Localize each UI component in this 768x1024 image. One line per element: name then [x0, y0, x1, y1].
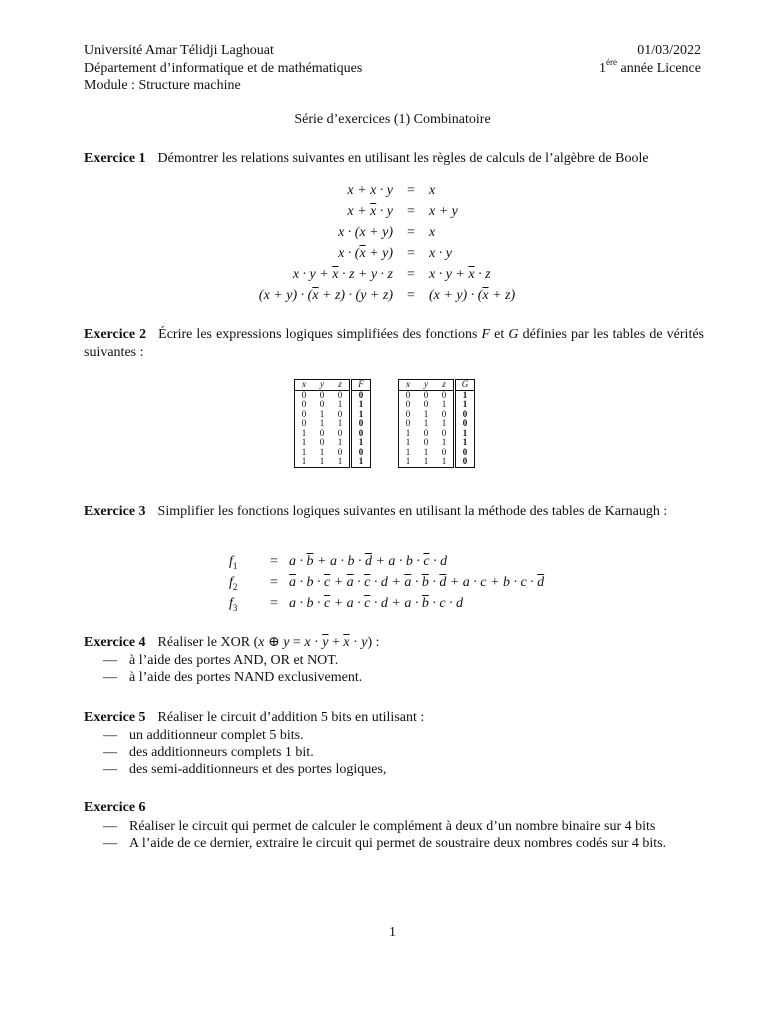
- document-date: 01/03/2022: [637, 43, 701, 58]
- truth-table-f: [294, 379, 371, 468]
- exercise-5-label: Exercice 5: [84, 710, 146, 725]
- list-item: — des semi-additionneurs et des portes logiques,: [103, 762, 387, 777]
- module-name: Module : Structure machine: [84, 78, 241, 93]
- exercise-1-label: Exercice 1: [84, 151, 146, 166]
- table-header: x: [399, 380, 418, 391]
- table-cell: 0: [351, 448, 371, 458]
- exercise-2-statement: Exercice 2 Écrire les expressions logiques simplifiées des fonctions F et G définies par les tables de vérités suivantes :: [84, 327, 704, 360]
- list-item: — un additionneur complet 5 bits.: [103, 728, 304, 743]
- table-cell: 0: [301, 408, 307, 419]
- exercise-5-list: [103, 727, 704, 778]
- table-cell: 0: [441, 427, 447, 438]
- table-cell: 1: [423, 456, 429, 466]
- table-cell: 1: [405, 456, 411, 466]
- table-cell: 1: [351, 438, 371, 448]
- exercise-6-list: [103, 818, 704, 852]
- table-cell: 0: [301, 418, 307, 428]
- table-cell: 0: [455, 419, 475, 429]
- table-cell: 1: [423, 418, 429, 428]
- list-item: — A l’aide de ce dernier, extraire le circuit qui permet de soustraire deux nombres codés sur 4 bits.: [103, 836, 667, 851]
- table-cell: 1: [337, 456, 343, 466]
- table-header: F: [351, 380, 371, 391]
- table-cell: 1: [337, 418, 343, 428]
- exercise-1-statement: Exercice 1 Démontrer les relations suivantes en utilisant les règles de calculs de l’algèbre de Boole: [84, 151, 649, 166]
- table-cell: 1: [455, 390, 475, 400]
- table-cell: 0: [351, 390, 371, 400]
- table-header: G: [455, 380, 475, 391]
- table-cell: 0: [455, 448, 475, 458]
- page-title: Série d’exercices (1) Combinatoire: [294, 112, 491, 127]
- table-cell: 1: [423, 446, 429, 457]
- table-cell: 0: [337, 389, 343, 400]
- table-cell: 0: [405, 418, 411, 428]
- table-cell: 1: [319, 408, 325, 419]
- table-cell: 1: [319, 418, 325, 428]
- university-name: Université Amar Télidji Laghouat: [84, 43, 274, 58]
- table-cell: 1: [301, 437, 307, 447]
- table-cell: 0: [423, 389, 429, 400]
- table-header: z: [331, 380, 351, 391]
- table-cell: 1: [441, 399, 447, 409]
- exercise-4-statement: Exercice 4 Réaliser le XOR (x ⊕ $y = x \cdot \overline{y} + \overline{x} \cdot y$) :: [84, 635, 380, 650]
- table-cell: 1: [455, 438, 475, 448]
- table-cell: 0: [405, 399, 411, 409]
- table-cell: 0: [441, 446, 447, 457]
- table-header: x: [295, 380, 314, 391]
- exercise-3-label: Exercice 3: [84, 504, 146, 519]
- table-cell: 0: [319, 437, 325, 447]
- table-cell: 1: [441, 437, 447, 447]
- table-cell: 1: [337, 437, 343, 447]
- exercise-4-label: Exercice 4: [84, 635, 146, 650]
- table-cell: 1: [301, 446, 307, 457]
- table-cell: 0: [301, 389, 307, 400]
- exercise-5-statement: Exercice 5 Réaliser le circuit d’addition 5 bits en utilisant :: [84, 710, 425, 725]
- table-cell: 0: [351, 419, 371, 429]
- table-cell: 1: [455, 429, 475, 439]
- exercise-6-statement: [84, 799, 704, 817]
- table-header: y: [417, 380, 435, 391]
- table-cell: 0: [319, 389, 325, 400]
- table-cell: 1: [319, 456, 325, 466]
- exercise-6-label: Exercice 6: [84, 800, 146, 815]
- table-cell: 0: [423, 399, 429, 409]
- table-cell: 0: [441, 389, 447, 400]
- exercise-3-statement: Exercice 3 Simplifier les fonctions logiques suivantes en utilisant la méthode des tables de Karnaugh :: [84, 504, 668, 519]
- table-cell: 1: [351, 457, 371, 467]
- table-cell: 0: [455, 457, 475, 467]
- list-item: — à l’aide des portes AND, OR et NOT.: [103, 653, 339, 668]
- table-cell: 0: [455, 410, 475, 420]
- table-cell: 1: [441, 418, 447, 428]
- exercise-4-list: [103, 652, 704, 686]
- table-cell: 1: [319, 446, 325, 457]
- table-cell: 0: [301, 399, 307, 409]
- table-cell: 1: [405, 437, 411, 447]
- list-item: — des additionneurs complets 1 bit.: [103, 745, 314, 760]
- table-cell: 0: [405, 408, 411, 419]
- table-header: z: [435, 380, 455, 391]
- boolean-identities: x + x · y = x $x + \overline{x} \cdot y$ = x + y x · (x + y) = x $x \cdot (\overline{x} + y)$ = x · y $x \cdot y + \overline{x} \cdot z + y \cdot z$ = $x \cdot y + \overline{x} \cdot z$ $(x + y) \cdot (\overline{x} + z) \cdot (y + z)$ = $(x + y) \cdot (\overline{x} + z)$: [258, 183, 516, 303]
- table-cell: 1: [441, 456, 447, 466]
- department-name: Département d’informatique et de mathématiques: [84, 61, 363, 76]
- table-cell: 0: [337, 446, 343, 457]
- table-cell: 1: [301, 427, 307, 438]
- table-cell: 0: [423, 437, 429, 447]
- table-cell: 1: [337, 399, 343, 409]
- table-row: [295, 457, 371, 467]
- table-cell: 0: [441, 408, 447, 419]
- table-row: [399, 457, 475, 467]
- table-cell: 0: [319, 427, 325, 438]
- table-header: y: [313, 380, 331, 391]
- list-item: — Réaliser le circuit qui permet de calculer le complément à deux d’un nombre binaire sur 4 bits: [103, 819, 656, 834]
- table-cell: 1: [301, 456, 307, 466]
- list-item: — à l’aide des portes NAND exclusivement.: [103, 670, 363, 685]
- exercise-2-label: Exercice 2: [84, 327, 147, 342]
- table-cell: 1: [455, 400, 475, 410]
- table-cell: 0: [337, 408, 343, 419]
- karnaugh-functions: $f_1$ = $a \cdot \overline{b} + a \cdot b \cdot \overline{d} + a \cdot b \cdot \overline{c} \cdot d$ $f_2$ = $\overline{a} \cdot b \cdot \overline{c} + \overline{a} \cdot \overline{c} \cdot d + \overline{a} \cdot \overline{b} \cdot \overline{d} + a \cdot c + b \cdot c \cdot \overline{d}$ $f_3$ = $a \cdot b \cdot \overline{c} + a \cdot \overline{c} \cdot d + a \cdot \overline{b} \cdot c \cdot d$: [229, 554, 545, 613]
- table-cell: 1: [351, 400, 371, 410]
- table-cell: 1: [423, 408, 429, 419]
- level-label: $1^{ére}$ année Licence: [599, 57, 701, 76]
- table-cell: 1: [405, 446, 411, 457]
- table-cell: 0: [405, 389, 411, 400]
- table-cell: 0: [423, 427, 429, 438]
- page-number: 1: [389, 925, 396, 940]
- table-cell: 0: [337, 427, 343, 438]
- table-cell: 1: [351, 410, 371, 420]
- table-cell: 0: [319, 399, 325, 409]
- truth-table-g: [398, 379, 475, 468]
- table-cell: 1: [405, 427, 411, 438]
- table-cell: 0: [351, 429, 371, 439]
